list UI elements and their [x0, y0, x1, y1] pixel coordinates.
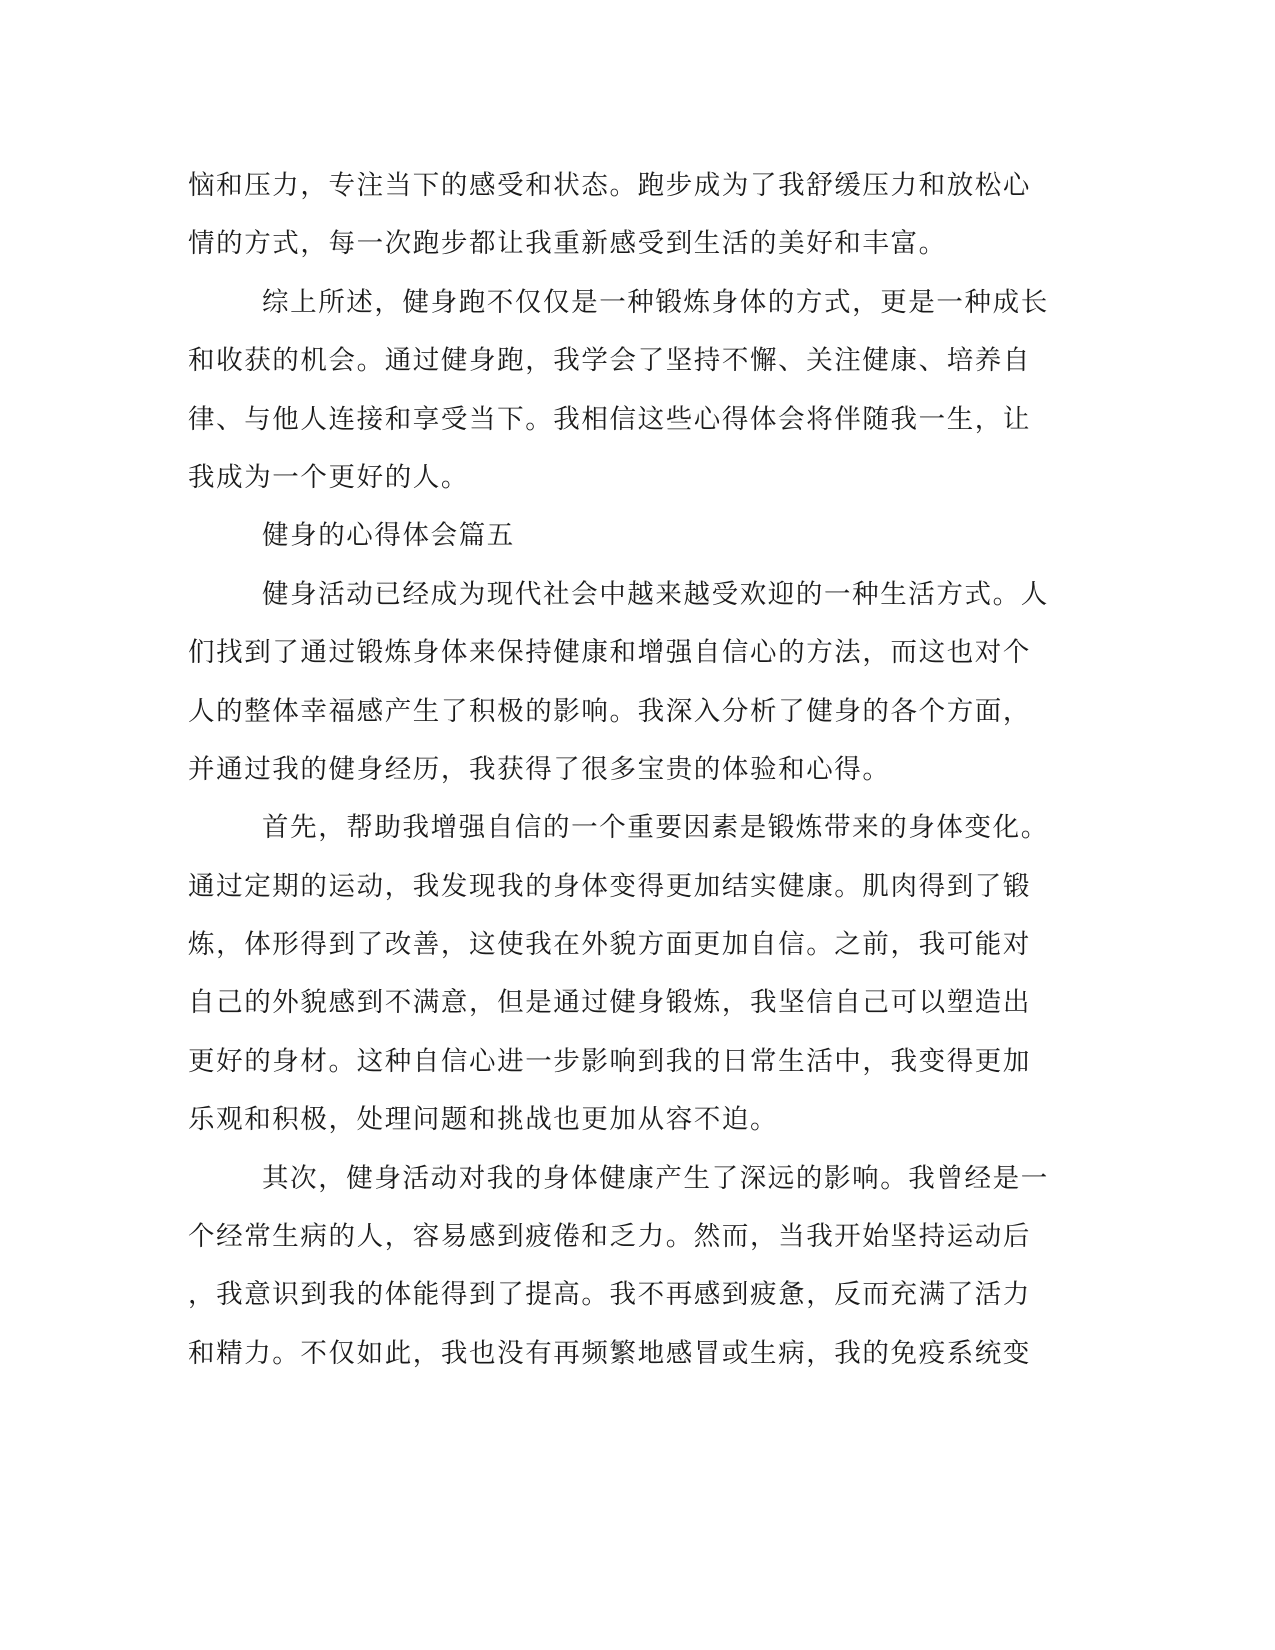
text-line: 和精力。不仅如此，我也没有再频繁地感冒或生病，我的免疫系统变 — [188, 1337, 1031, 1369]
text-line: 人的整体幸福感产生了积极的影响。我深入分析了健身的各个方面， — [188, 695, 1031, 727]
paragraph-first-line: 健身的心得体会篇五 — [262, 520, 515, 552]
paragraph-first-line: 综上所述，健身跑不仅仅是一种锻炼身体的方式，更是一种成长 — [262, 286, 1049, 318]
text-line: 通过定期的运动，我发现我的身体变得更加结实健康。肌肉得到了锻 — [188, 870, 1031, 902]
text-line: 我成为一个更好的人。 — [188, 461, 469, 493]
text-line: 乐观和积极，处理问题和挑战也更加从容不迫。 — [188, 1104, 779, 1136]
text-line: ，我意识到我的体能得到了提高。我不再感到疲惫，反而充满了活力 — [188, 1279, 1031, 1311]
text-line: 和收获的机会。通过健身跑，我学会了坚持不懈、关注健康、培养自 — [188, 345, 1031, 377]
paragraph-first-line: 其次，健身活动对我的身体健康产生了深远的影响。我曾经是一 — [262, 1162, 1049, 1194]
document-body — [188, 157, 1068, 1383]
text-line: 个经常生病的人，容易感到疲倦和乏力。然而，当我开始坚持运动后 — [188, 1221, 1031, 1253]
text-line: 更好的身材。这种自信心进一步影响到我的日常生活中，我变得更加 — [188, 1045, 1031, 1077]
text-line: 并通过我的健身经历，我获得了很多宝贵的体验和心得。 — [188, 753, 891, 785]
text-line: 炼，体形得到了改善，这使我在外貌方面更加自信。之前，我可能对 — [188, 929, 1031, 961]
text-line: 自己的外貌感到不满意，但是通过健身锻炼，我坚信自己可以塑造出 — [188, 987, 1031, 1019]
text-line: 律、与他人连接和享受当下。我相信这些心得体会将伴随我一生，让 — [188, 403, 1031, 435]
text-line: 情的方式，每一次跑步都让我重新感受到生活的美好和丰富。 — [188, 228, 947, 260]
paragraph-first-line: 健身活动已经成为现代社会中越来越受欢迎的一种生活方式。人 — [262, 578, 1049, 610]
text-line: 们找到了通过锻炼身体来保持健康和增强自信心的方法，而这也对个 — [188, 637, 1031, 669]
text-line: 恼和压力，专注当下的感受和状态。跑步成为了我舒缓压力和放松心 — [188, 170, 1031, 201]
paragraph-first-line: 首先，帮助我增强自信的一个重要因素是锻炼带来的身体变化。 — [262, 812, 1049, 844]
